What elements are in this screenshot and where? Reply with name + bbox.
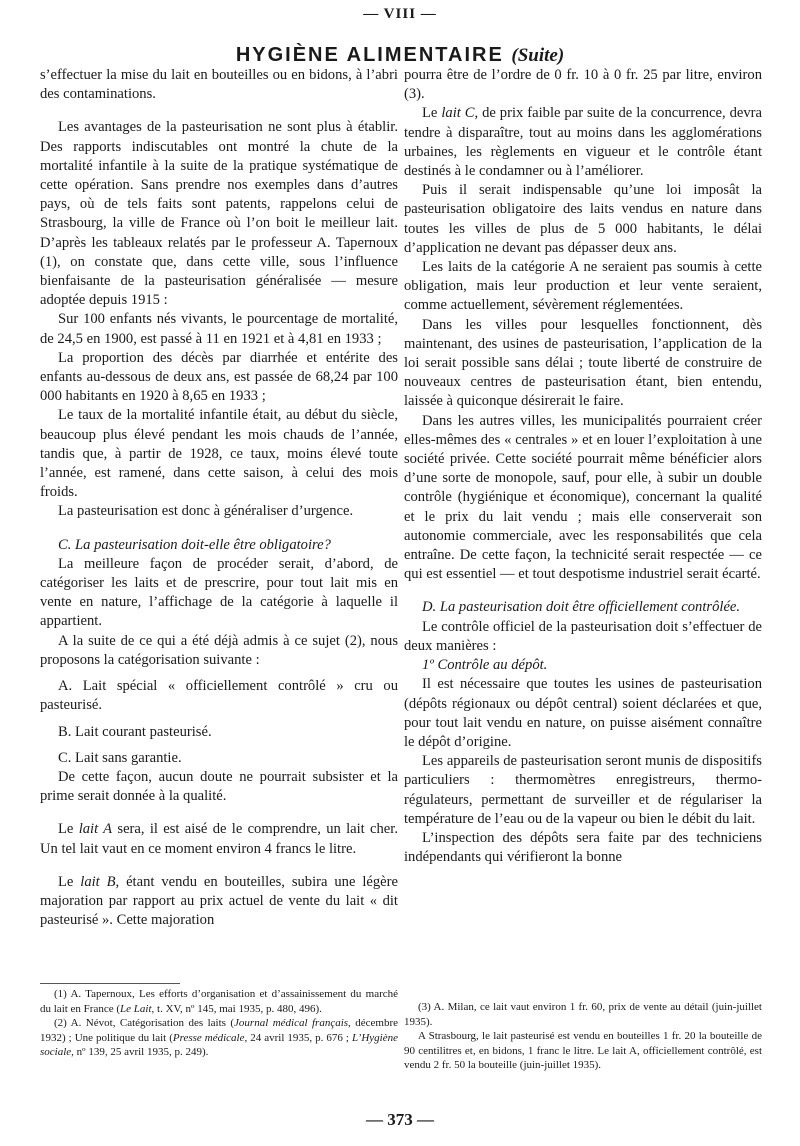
subheading-controle-depot: 1º Contrôle au dépôt. bbox=[422, 657, 548, 674]
paragraph: Dans les villes pour lesquelles fonctionnent, dès maintenant, des usines de pasteurisation, l’application de la loi serait possible sans délai ; toute liberté de construire de nouveaux centres de pasteurisation étant, bien entendu, laissée à quiconque désirerait le faire. bbox=[404, 316, 762, 410]
paragraph: Les laits de la catégorie A ne seraient pas soumis à cette obligation, mais leur production et leur vente seraient, comme actuellement, sévèrement réglementées. bbox=[404, 259, 762, 314]
paragraph: La proportion des décès par diarrhée et entérite des enfants au-dessous de deux ans, est passée de 68,24 par 100 000 habitants en 1920 à 8,65 en 1933 ; bbox=[40, 349, 398, 405]
paragraph: Le taux de la mortalité infantile était, au début du siècle, beaucoup plus élevé pendant les mois chauds de l’année, tandis que, à partir de 1928, ce taux, moins élevé toute l’année, est ramené, dans cette saison, à celui des mois froids. bbox=[40, 407, 398, 501]
title-suite: (Suite) bbox=[511, 45, 565, 66]
footnotes-left bbox=[40, 987, 398, 1060]
page-roman-number: — VIII — bbox=[363, 6, 437, 22]
paragraph: Les appareils de pasteurisation seront munis de dispositifs particuliers : thermomètres enregistreurs, thermo-régulateurs, permettant de surveiller et de régulariser la température de l’eau ou de la vapeur ou bien le débit du lait. bbox=[404, 753, 762, 827]
category-b: B. Lait courant pasteurisé. bbox=[58, 723, 212, 740]
paragraph: s’effectuer la mise du lait en bouteilles ou en bidons, à l’abri des contaminations. bbox=[40, 67, 398, 103]
category-c: C. Lait sans garantie. bbox=[58, 749, 182, 766]
section-heading-d: D. La pasteurisation doit être officiellement contrôlée. bbox=[422, 599, 741, 616]
footnote-3-continued: A Strasbourg, le lait pasteurisé est vendu en bouteilles 1 fr. 20 la bouteille de 90 centilitres et, en bidons, 1 franc le litre. Le lait A, officiellement contrôlé, est vendu 2 fr. 50 la bouteille (juin-juillet 1935). bbox=[404, 1030, 762, 1071]
left-column bbox=[40, 66, 398, 930]
section-heading-c: C. La pasteurisation doit-elle être obligatoire? bbox=[58, 536, 331, 553]
right-column bbox=[404, 66, 762, 867]
paragraph: Le lait B, étant vendu en bouteilles, subira une légère majoration par rapport au prix actuel de vente du lait « dit pasteurisé ». Cette majoration bbox=[40, 873, 398, 929]
footnote-2: (2) A. Névot, Catégorisation des laits (Journal médical français, décembre 1932) ; Une politique du lait (Presse médicale, 24 avril 1935, p. 676 ; L’Hygiène sociale, nº 139, 25 avril 1935, p. 249). bbox=[40, 1017, 398, 1058]
paragraph: Il est nécessaire que toutes les usines de pasteurisation (dépôts régionaux ou dépôt central) soient déclarées et que, pour tout lait vendu en nature, on puisse aisément connaître le dépôt d’origine. bbox=[404, 676, 762, 750]
paragraph: Dans les autres villes, les municipalités pourraient créer elles-mêmes des « centrales » et en louer l’exploitation à une société privée. Cette société pourrait même bénéficier alors d’une sorte de monopole, sauf, pour elle, à subir un double contrôle (hygiénique et économique), concernant la qualité et le prix du lait vendu ; mais elle conserverait son autonomie commerciale, avec les responsabilités que cela entraîne. De cette façon, la technicité serait respectée — ce qui est essentiel — et tout despotisme industriel serait écarté. bbox=[404, 412, 762, 583]
paragraph: Les avantages de la pasteurisation ne sont plus à établir. Des rapports indiscutables ont montré la chute de la mortalité infantile à la suite de la pratique systématique de cette opération. Sans prendre nos exemples dans d’autres pays, où de tels faits sont patents, rappelons celui de Strasbourg, la ville de France où l’on boit le meilleur lait. D’après les tableaux relatés par le professeur A. Tapernoux (1), on constate que, dans cette ville, sous l’influence bienfaisante de la pasteurisation généralisée — mesure adoptée depuis 1915 : bbox=[40, 119, 398, 309]
paragraph: A la suite de ce qui a été déjà admis à ce sujet (2), nous proposons la catégorisation suivante : bbox=[40, 632, 398, 668]
paragraph: L’inspection des dépôts sera faite par des techniciens indépendants qui vérifieront la bonne bbox=[404, 829, 762, 866]
footnote-1: (1) A. Tapernoux, Les efforts d’organisation et d’assainissement du marché du lait en France (Le Lait, t. XV, nº 145, mai 1935, p. 480, 496). bbox=[40, 988, 398, 1015]
category-a: A. Lait spécial « officiellement contrôlé » cru ou pasteurisé. bbox=[40, 678, 398, 714]
paragraph: Le lait A sera, il est aisé de le comprendre, un lait cher. Un tel lait vaut en ce moment environ 4 francs le litre. bbox=[40, 821, 398, 857]
paragraph: Le contrôle officiel de la pasteurisation doit s’effectuer de deux manières : bbox=[404, 618, 762, 654]
paragraph: De cette façon, aucun doute ne pourrait subsister et la prime serait donnée à la qualité. bbox=[40, 768, 398, 805]
title-text: HYGIÈNE ALIMENTAIRE bbox=[235, 44, 504, 66]
paragraph: La meilleure façon de procéder serait, d’abord, de catégoriser les laits et de prescrire, pour tout lait mis en vente en nature, l’affichage de la catégorie à laquelle il appartient. bbox=[40, 555, 398, 630]
page-number: — 373 — bbox=[366, 1110, 434, 1129]
paragraph: Puis il serait indispensable qu’une loi imposât la pasteurisation obligatoire des laits vendus en nature dans toutes les villes de plus de 5 000 habitants, le délai d’application ne devant pas dépasser deux ans. bbox=[404, 182, 762, 256]
paragraph: pourra être de l’ordre de 0 fr. 10 à 0 fr. 25 par litre, environ (3). bbox=[404, 67, 762, 103]
paragraph: Sur 100 enfants nés vivants, le pourcentage de mortalité, de 24,5 en 1900, est passé à 11 en 1921 et à 4,81 en 1933 ; bbox=[40, 311, 398, 347]
footnote-3: (3) A. Milan, ce lait vaut environ 1 fr. 60, prix de vente au détail (juin-juillet 1935). bbox=[404, 1001, 762, 1028]
footnotes-right bbox=[404, 1000, 762, 1073]
paragraph: Le lait C, de prix faible par suite de la concurrence, devra tendre à disparaître, tout au moins dans les agglomérations urbaines, les règlements en vigueur et le contrôle étant destinés à le condamner ou à l’améliorer. bbox=[404, 105, 762, 180]
paragraph: La pasteurisation est donc à généraliser d’urgence. bbox=[58, 503, 354, 520]
footnote-rule bbox=[40, 983, 180, 984]
page-title bbox=[0, 44, 800, 67]
